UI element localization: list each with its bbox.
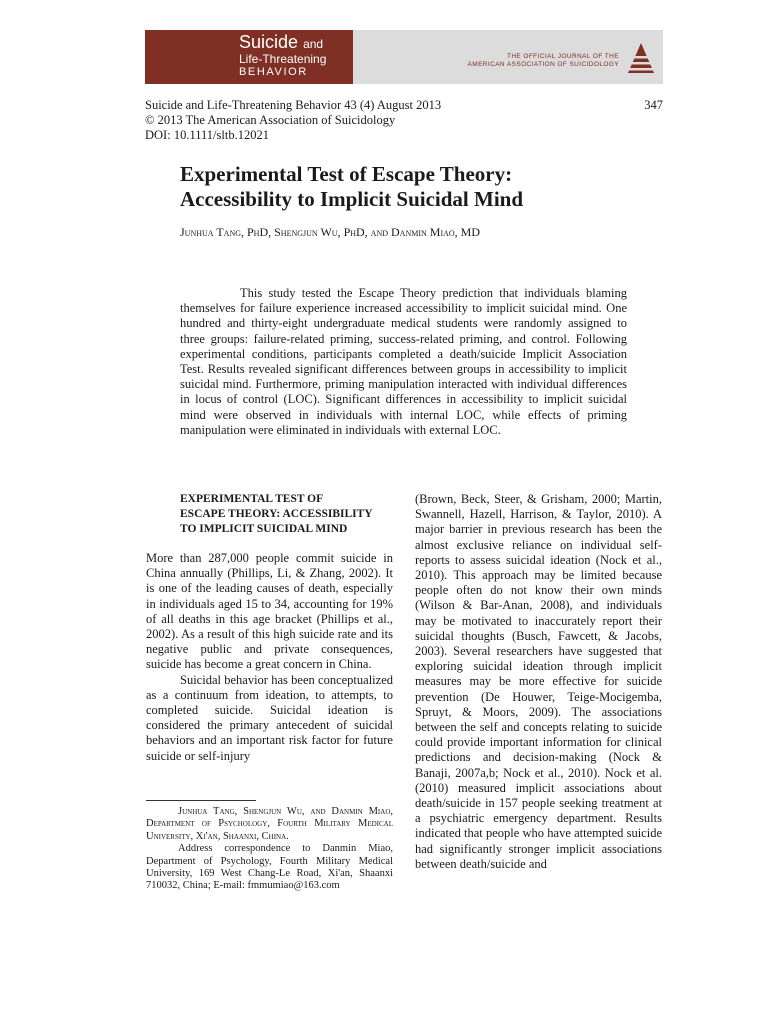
footnote [146, 806, 393, 893]
publication-meta [145, 98, 663, 143]
footnote-affiliation: Junhua Tang, Shengjun Wu, and Danmin Miao, Department of Psychology, Fourth Military Medical University, Xi'an, Shaanxi, China. [146, 806, 393, 842]
body-paragraph: Suicidal behavior has been conceptualized as a continuum from ideation, to attempts, to completed suicide. Suicidal ideation is considered the primary antecedent of suicidal behaviors and an important risk factor for future suicide or self-injury [146, 672, 393, 763]
journal-banner [145, 30, 663, 84]
section-heading: EXPERIMENTAL TEST OF ESCAPE THEORY: ACCESSIBILITY TO IMPLICIT SUICIDAL MIND [180, 493, 373, 535]
doi-line: DOI: 10.1111/sltb.12021 [145, 128, 269, 142]
abstract-text: This study tested the Escape Theory prediction that individuals blaming themselves for failure experience increased accessibility to implicit suicidal mind. One hundred and thirty-eight undergraduate medical students were randomly assigned to three groups: failure-related priming, success-related priming, and control. Following experimental conditions, participants completed a death/suicide Implicit Association Test. Results revealed significant differences between groups in accessibility to implicit suicidal mind. Furthermore, priming manipulation interacted with individual differences in locus of control (LOC). Significant differences in accessibility to implicit suicidal mind were observed in individuals with internal LOC, while effects of priming manipulation were eliminated in individuals with external LOC. [180, 286, 627, 437]
author-list: Junhua Tang, PhD, Shengjun Wu, PhD, and Danmin Miao, MD [180, 225, 481, 239]
article-title: Experimental Test of Escape Theory: Accessibility to Implicit Suicidal Mind [180, 162, 524, 211]
journal-logo-title [239, 33, 359, 79]
journal-title-line3: BEHAVIOR [239, 66, 308, 78]
body-column-right [415, 492, 662, 872]
abstract [180, 286, 627, 438]
page-number: 347 [644, 98, 663, 112]
body-paragraph: More than 287,000 people commit suicide in China annually (Phillips, Li, & Zhang, 2002). It is one of the leading causes of death, especially in individuals aged 15 to 34, accounting for 19% of all deaths in this age bracket (Phillips et al., 2002). As a result of this high suicide rate and its negative public and private consequences, suicide has become a great concern in China. [146, 551, 393, 672]
body-column-left [146, 492, 393, 764]
copyright-line: © 2013 The American Association of Suicidology [145, 113, 396, 127]
body-paragraph: (Brown, Beck, Steer, & Grisham, 2000; Martin, Swannell, Hazell, Harrison, & Taylor, 2010). A major barrier in previous research has been the almost exclusive reliance on individual self-reports to assess suicidal ideation (Nock et al., 2010). This approach may be limited because people often do not know their own minds (Wilson & Bar-Anan, 2008), and individuals may be motivated to inaccurately report their suicidal thoughts (Busch, Fawcett, & Jacobs, 2003). Several researchers have suggested that exploring suicidal ideation through implicit measures may be more effective for suicide prevention (De Houwer, Teige-Mocigemba, Spruyt, & Moors, 2009). The associations between the self and concepts relating to suicide could provide important information for clinical predictions and decision-making (Nock & Banaji, 2007a,b; Nock et al., 2010). Nock et al. (2010) measured implicit associations about death/suicide in 157 people seeking treatment at a psychiatric emergency department. Results indicated that people who have attempted suicide had significantly stronger implicit associations between death/suicide and [415, 492, 662, 871]
footnote-correspondence: Address correspondence to Danmin Miao, Department of Psychology, Fourth Military Medical University, 169 West Chang-Le Road, Xi'an, Shaanxi 710032, China; E-mail: fmmumiao@163.com [146, 843, 393, 892]
journal-title-line1: Suicide and [239, 32, 324, 52]
official-journal-note: THE OFFICIAL JOURNAL OF THE AMERICAN ASSOCIATION OF SUICIDOLOGY [467, 53, 619, 68]
journal-title-line2: Life-Threatening [239, 52, 327, 66]
citation-line: Suicide and Life-Threatening Behavior 43 (4) August 2013 [145, 98, 442, 112]
footnote-divider [146, 800, 256, 801]
association-logo-icon [627, 42, 655, 74]
